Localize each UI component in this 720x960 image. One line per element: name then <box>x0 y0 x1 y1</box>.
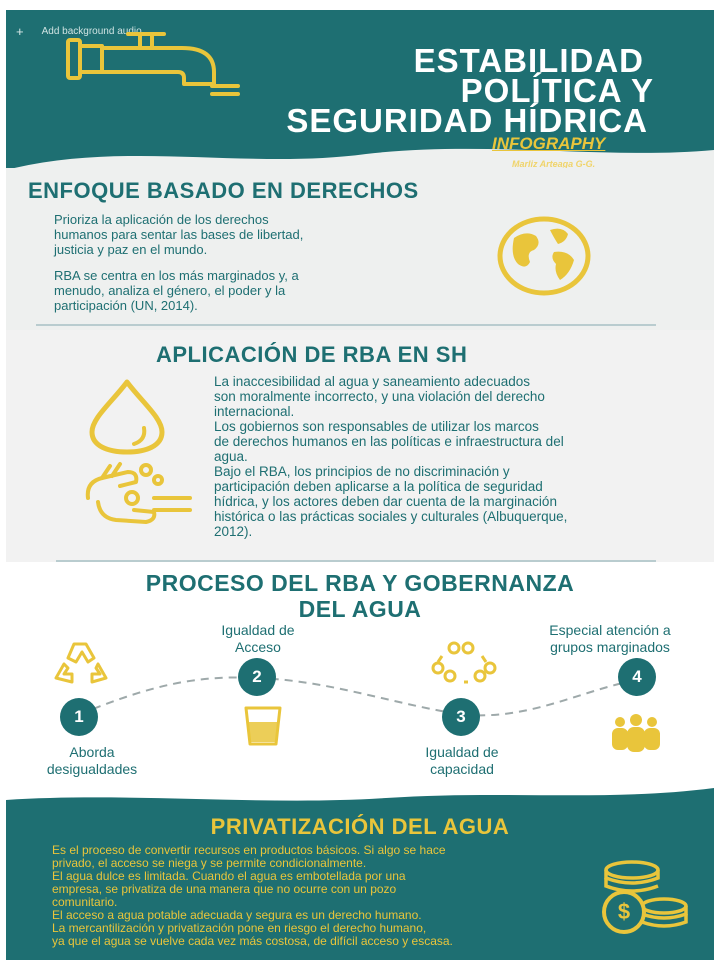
text-line: agua. <box>214 449 248 464</box>
application-section <box>6 330 714 562</box>
text-line: histórica o las prácticas sociales y culturales (Albuquerque, <box>214 509 568 524</box>
add-icon[interactable]: + <box>16 24 24 39</box>
section-heading: APLICACIÓN DE RBA EN SH <box>156 342 468 367</box>
text-line: Es el proceso de convertir recursos en productos básicos. Si algo se hace <box>52 843 446 857</box>
text-line: participación deben aplicarse a la política de seguridad <box>214 479 543 494</box>
text-line: participación (UN, 2014). <box>54 298 198 313</box>
text-line: El agua dulce es limitada. Cuando el agua es embotellada por una <box>52 869 406 883</box>
text-line: La inaccesibilidad al agua y saneamiento adecuados <box>214 374 530 389</box>
network-icon <box>424 638 504 686</box>
group-icon <box>606 712 666 754</box>
application-paragraph <box>214 374 694 539</box>
label-line: Acceso <box>235 639 281 655</box>
text-line: humanos para sentar las bases de libertad, <box>54 227 304 242</box>
rights-paragraph-2 <box>54 268 444 313</box>
label-line: Aborda <box>69 744 115 760</box>
hand-washing-icon <box>80 458 196 534</box>
author: Marliz Arteaga G-G. <box>512 159 596 168</box>
step-2-node: 2 <box>238 658 276 696</box>
privatization-paragraph <box>52 844 582 948</box>
text-line: internacional. <box>214 404 295 419</box>
text-line: 2012). <box>214 524 253 539</box>
text-line: justicia y paz en el mundo. <box>54 242 208 257</box>
recycle-icon <box>46 638 118 686</box>
water-drop-icon <box>82 378 172 456</box>
heading-line: DEL AGUA <box>298 596 422 622</box>
label-line: capacidad <box>430 761 494 777</box>
label-line: grupos marginados <box>550 639 670 655</box>
text-line: empresa, se privatiza de una manera que no ocurre con un pozo <box>52 882 397 896</box>
svg-text:$: $ <box>617 899 631 924</box>
label-line: Igualdad de <box>221 622 295 638</box>
text-line: La mercantilización y privatización pone en riesgo el derecho humano, <box>52 921 427 935</box>
title-line: POLÍTICA Y <box>460 72 654 109</box>
globe-icon <box>496 216 592 296</box>
section-heading: PRIVATIZACIÓN DEL AGUA <box>210 814 510 839</box>
add-audio-label[interactable]: Add background audio <box>41 26 142 37</box>
rights-section <box>6 168 714 330</box>
water-glass-icon <box>240 704 286 748</box>
step-3-label <box>382 744 542 778</box>
step-1-label <box>12 744 172 778</box>
text-line: Bajo el RBA, los principios de no discriminación y <box>214 464 510 479</box>
label-line: Igualdad de <box>425 744 499 760</box>
text-line: Los gobiernos son responsables de utilizar los marcos <box>214 419 539 434</box>
money-coins-icon <box>596 858 692 938</box>
header-wave <box>6 140 714 168</box>
text-line: ya que el agua se vuelve cada vez más costosa, de difícil acceso y escasa. <box>52 934 453 948</box>
step-1-node: 1 <box>60 698 98 736</box>
page-title <box>124 42 654 139</box>
text-line: privado, el acceso se niega y se permite condicionalmente. <box>52 856 367 870</box>
text-line: RBA se centra en los más marginados y, a <box>54 268 299 283</box>
heading-line: PROCESO DEL RBA Y GOBERNANZA <box>145 570 575 596</box>
privatization-section <box>6 786 714 960</box>
process-section <box>6 562 714 788</box>
step-2-label <box>178 622 338 656</box>
section-heading: ENFOQUE BASADO EN DERECHOS <box>28 178 419 203</box>
rights-paragraph-1 <box>54 212 444 257</box>
label-line: Especial atención a <box>549 622 671 638</box>
text-line: Prioriza la aplicación de los derechos <box>54 212 269 227</box>
divider <box>36 324 656 326</box>
text-line: hídrica, y los actores deben dar cuenta de la marginación <box>214 494 557 509</box>
title-line: SEGURIDAD HÍDRICA <box>286 102 648 139</box>
text-line: de derechos humanos en las políticas e infraestructura del <box>214 434 564 449</box>
title-line: ESTABILIDAD <box>413 42 644 79</box>
step-4-node: 4 <box>618 658 656 696</box>
header-banner <box>6 10 714 168</box>
text-line: comunitario. <box>52 895 118 909</box>
text-line: son moralmente incorrecto, y una violación del derecho <box>214 389 545 404</box>
subtitle: INFOGRAPHY <box>492 134 606 153</box>
step-3-node: 3 <box>442 698 480 736</box>
text-line: menudo, analiza el género, el poder y la <box>54 283 286 298</box>
text-line: El acceso a agua potable adecuada y segura es un derecho humano. <box>52 908 422 922</box>
label-line: desigualdades <box>46 761 138 777</box>
footer-wave <box>6 786 714 810</box>
step-4-label <box>520 622 700 656</box>
